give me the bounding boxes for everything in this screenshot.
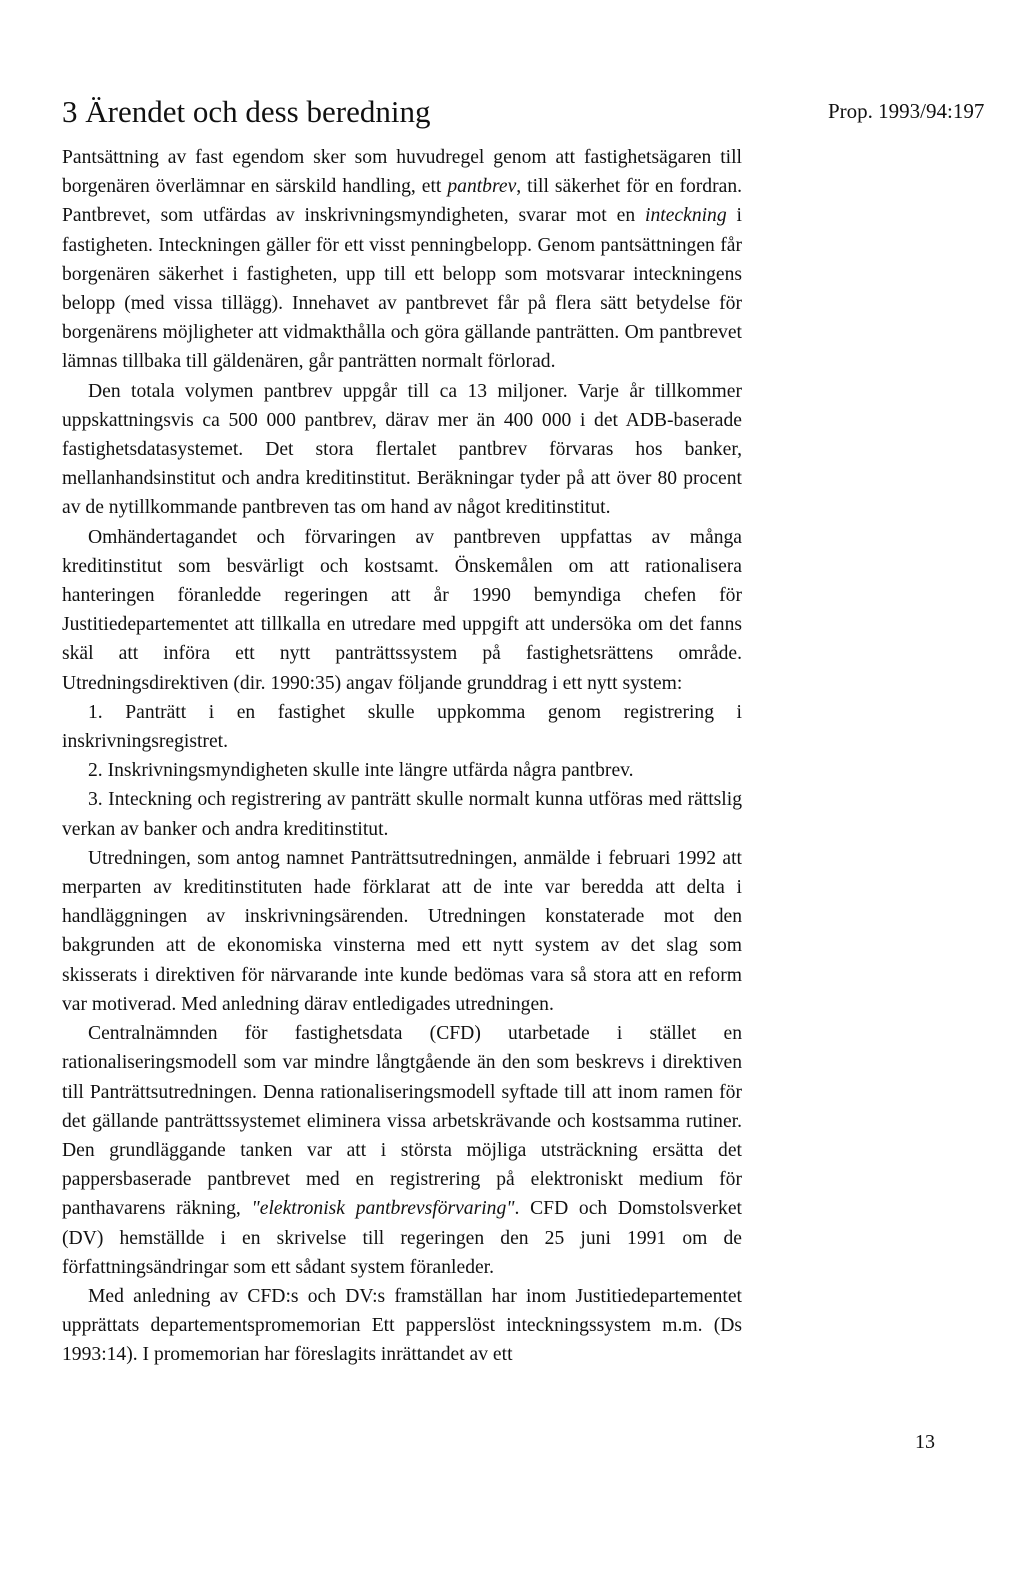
- list-item-3: 3. Inteckning och registrering av panträtt skulle normalt kunna utföras med rättslig verkan av banker och andra kreditinstitut.: [62, 789, 742, 840]
- body-text: [62, 143, 742, 1370]
- term-elektronisk-pantbrevsforvaring: "elektronisk pantbrevsförvaring": [251, 1198, 515, 1220]
- paragraph-3: Omhändertagandet och förvaringen av pantbreven uppfattas av många kreditinstitut som besvärligt och kostsamt. Önskemålen om att rationalisera hanteringen föranledde regeringen att år 1990 bemyndiga chefen för Justitiedepartementet att tillkalla en utredare med uppgift att undersöka om det fanns skäl att införa ett nytt panträttssystem på fastighetsrättens område. Utredningsdirektiven (dir. 1990:35) angav följande grunddrag i ett nytt system:: [62, 526, 742, 694]
- paragraph-1: [62, 143, 742, 377]
- proposition-reference: Prop. 1993/94:197: [828, 99, 985, 123]
- paragraph-1-part-b: , till säkerhet för en fordran. Pantbrevet, som utfärdas av inskrivningsmyndigheten, svarar mot en: [62, 176, 743, 227]
- term-inteckning: inteckning: [645, 205, 727, 227]
- paragraph-1-part-c: i fastigheten. Inteckningen gäller för ett visst penningbelopp. Genom pantsättningen får borgenären säkerhet i fastigheten, upp till ett belopp som motsvarar inteckningens belopp (med vissa tillägg). Innehavet av pantbrevet får på flera sätt betydelse för borgenärens möjligheter att vidmakthålla och göra gällande panträtten. Om pantbrevet lämnas tillbaka till gäldenären, går panträtten normalt förlorad.: [62, 205, 742, 373]
- paragraph-2: Den totala volymen pantbrev uppgår till ca 13 miljoner. Varje år tillkommer uppskattningsvis ca 500 000 pantbrev, därav mer än 400 000 i det ADB-baserade fastighetsdatasystemet. Det stora flertalet pantbrev förvaras hos banker, mellanhandsinstitut och andra kreditinstitut. Beräkningar tyder på att över 80 procent av de nytillkommande pantbreven tas om hand av något kreditinstitut.: [62, 380, 742, 519]
- paragraph-1-part-a: Pantsättning av fast egendom sker som huvudregel genom att fastighetsägaren till borgenären överlämnar en särskild handling, ett: [62, 147, 742, 198]
- list-item-1: 1. Panträtt i en fastighet skulle uppkomma genom registrering i inskrivningsregistret.: [62, 701, 742, 753]
- list-item-2: 2. Inskrivningsmyndigheten skulle inte längre utfärda några pantbrev.: [88, 760, 634, 782]
- paragraph-4: Utredningen, som antog namnet Panträttsutredningen, anmälde i februari 1992 att merparten av kreditinstituten hade förklarat att de inte var beredda att delta i handläggningen av inskrivningsärenden. Utredningen konstaterade mot den bakgrunden att de ekonomiska vinsterna med ett nytt system av det slag som skisserats i direktiven för närvarande inte kunde bedömas vara så stora att en reform var motiverad. Med anledning därav entledigades utredningen.: [62, 847, 742, 1015]
- term-pantbrev: pantbrev: [447, 176, 517, 198]
- page-number: 13: [915, 1431, 935, 1453]
- paragraph-6: Med anledning av CFD:s och DV:s framställan har inom Justitiedepartementet upprättats departementspromemorian Ett papperslöst inteckningssystem m.m. (Ds 1993:14). I promemorian har föreslagits inrättandet av ett: [62, 1285, 742, 1366]
- chapter-title: 3 Ärendet och dess beredning: [62, 94, 431, 129]
- paragraph-5-part-b: . CFD och Domstolsverket (DV) hemställde i en skrivelse till regeringen den 25 juni 1991 om de författningsändringar som ett sådant system föranleder.: [62, 1198, 742, 1278]
- paragraph-5-part-a: Centralnämnden för fastighetsdata (CFD) utarbetade i stället en rationaliseringsmodell som var mindre långtgående än den som beskrevs i direktiven till Panträttsutredningen. Denna rationaliseringsmodell syftade till att inom ramen för det gällande panträttssystemet eliminera vissa arbetskrävande och kostsamma rutiner. Den grundläggande tanken var att i största möjliga utsträckning ersätta det pappersbaserade pantbrevet med en registrering på elektroniskt medium för panthavarens räkning,: [62, 1023, 742, 1220]
- paragraph-5: [62, 1019, 742, 1282]
